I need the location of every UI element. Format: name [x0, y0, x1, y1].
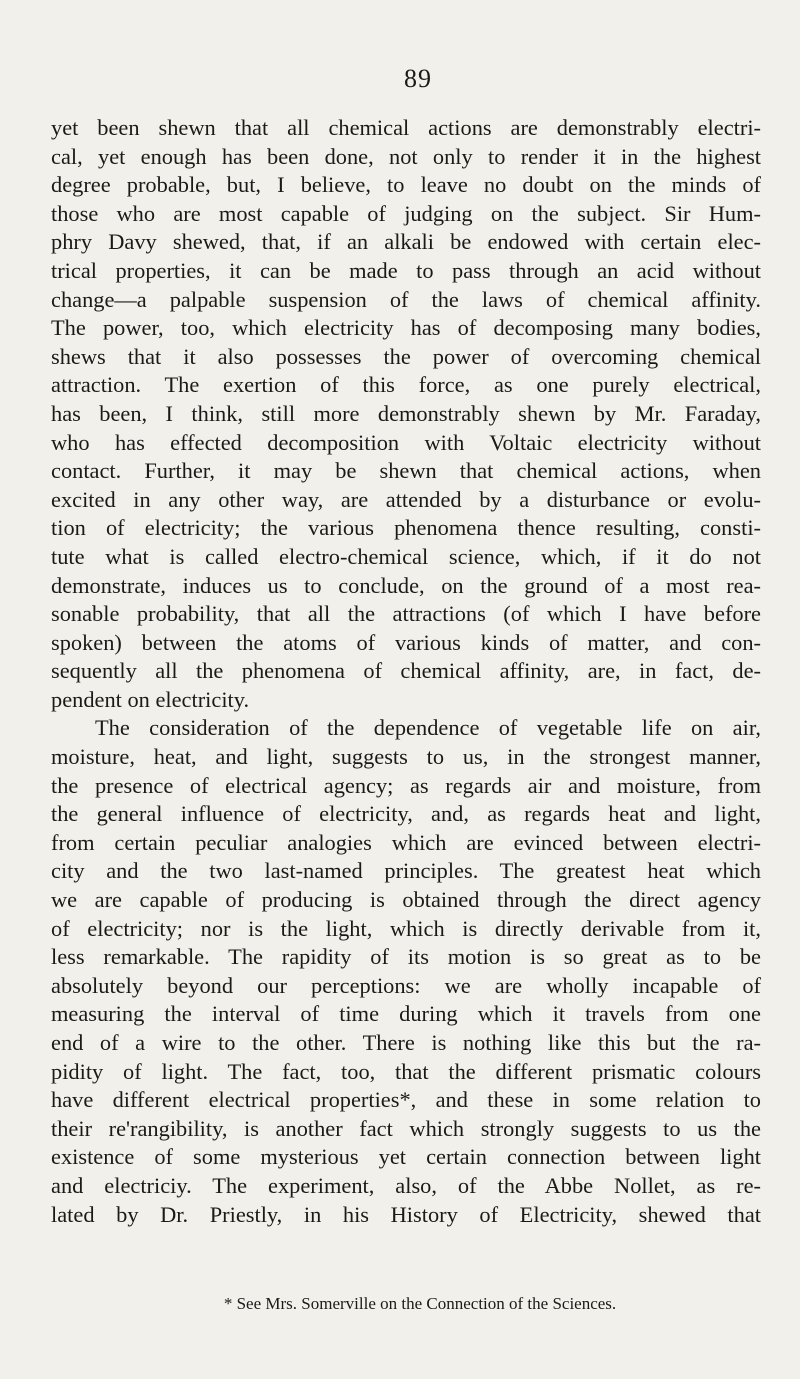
- text-line: city and the two last-named principles. The greatest heat which: [51, 858, 761, 884]
- text-line: have different electrical properties*, and these in some relation to: [51, 1087, 761, 1113]
- text-line: and electriciy. The experiment, also, of the Abbe Nollet, as re-: [51, 1172, 761, 1198]
- text-line: attraction. The exertion of this force, as one purely electrical,: [51, 372, 761, 398]
- text-line: measuring the interval of time during which it travels from one: [51, 1001, 761, 1027]
- text-line: who has effected decomposition with Voltaic electricity without: [51, 429, 761, 455]
- text-line: the general influence of electricity, and, as regards heat and light,: [51, 801, 761, 827]
- text-line: yet been shewn that all chemical actions are demonstrably electri-: [51, 115, 761, 140]
- text-line: moisture, heat, and light, suggests to us, in the strongest manner,: [51, 744, 761, 770]
- text-line: the presence of electrical agency; as regards air and moisture, from: [51, 772, 761, 798]
- text-line: change—a palpable suspension of the laws of chemical affinity.: [51, 286, 761, 312]
- text-line: those who are most capable of judging on the subject. Sir Hum-: [51, 200, 761, 226]
- text-line: excited in any other way, are attended by a disturbance or evolu-: [51, 486, 761, 512]
- text-line: trical properties, it can be made to pass through an acid without: [51, 257, 761, 283]
- text-line: The consideration of the dependence of vegetable life on air,: [95, 715, 761, 741]
- text-line: existence of some mysterious yet certain connection between light: [51, 1144, 761, 1170]
- body-text: [51, 114, 761, 1229]
- paragraph-1: [51, 114, 761, 714]
- text-line: of electricity; nor is the light, which is directly derivable from it,: [51, 915, 761, 941]
- text-line: phry Davy shewed, that, if an alkali be endowed with certain elec-: [51, 229, 761, 255]
- text-line: tion of electricity; the various phenomena thence resulting, consti-: [51, 515, 761, 541]
- text-line: lated by Dr. Priestly, in his History of Electricity, shewed that: [51, 1201, 761, 1227]
- text-line: has been, I think, still more demonstrably shewn by Mr. Faraday,: [51, 400, 761, 426]
- text-line: sonable probability, that all the attractions (of which I have before: [51, 601, 761, 627]
- text-line: contact. Further, it may be shewn that chemical actions, when: [51, 458, 761, 484]
- text-line: less remarkable. The rapidity of its motion is so great as to be: [51, 944, 761, 970]
- text-line: from certain peculiar analogies which are evinced between electri-: [51, 829, 761, 855]
- paragraph-2: [51, 714, 761, 1229]
- text-line: pidity of light. The fact, too, that the different prismatic colours: [51, 1058, 761, 1084]
- text-line: The power, too, which electricity has of decomposing many bodies,: [51, 315, 761, 341]
- text-line: end of a wire to the other. There is nothing like this but the ra-: [51, 1030, 761, 1055]
- page-number: 89: [404, 64, 432, 93]
- text-line: we are capable of producing is obtained through the direct agency: [51, 887, 761, 913]
- text-line: spoken) between the atoms of various kinds of matter, and con-: [51, 629, 761, 655]
- text-line: shews that it also possesses the power of overcoming chemical: [51, 343, 761, 369]
- text-line: pendent on electricity.: [51, 686, 250, 712]
- text-line: demonstrate, induces us to conclude, on the ground of a most rea-: [51, 572, 761, 598]
- text-line: sequently all the phenomena of chemical affinity, are, in fact, de-: [51, 658, 761, 684]
- text-line: absolutely beyond our perceptions: we are wholly incapable of: [51, 972, 761, 998]
- text-line: cal, yet enough has been done, not only to render it in the highest: [51, 143, 761, 169]
- footnote: * See Mrs. Somerville on the Connection of the Sciences.: [223, 1294, 617, 1313]
- text-line: degree probable, but, I believe, to leave no doubt on the minds of: [51, 172, 761, 198]
- text-line: tute what is called electro-chemical science, which, if it do not: [51, 543, 761, 569]
- text-line: their re'rangibility, is another fact which strongly suggests to us the: [51, 1115, 761, 1141]
